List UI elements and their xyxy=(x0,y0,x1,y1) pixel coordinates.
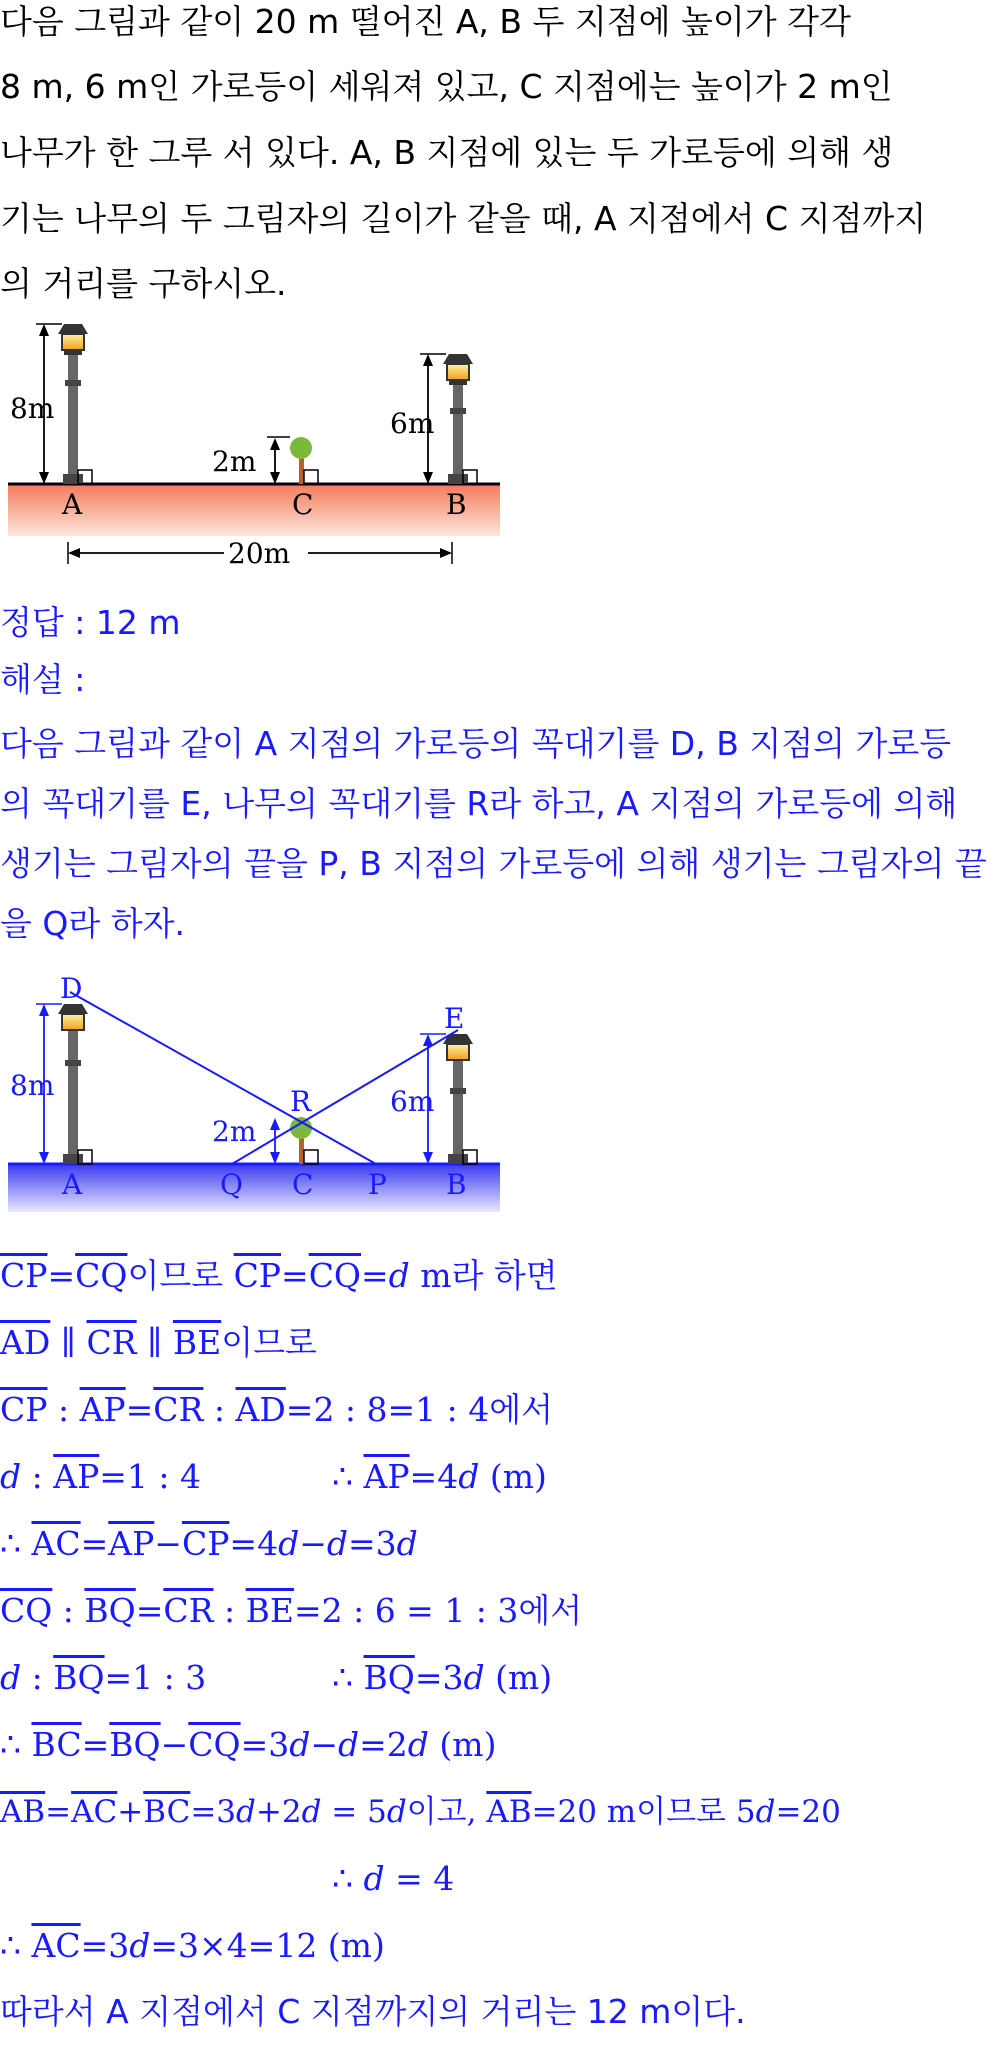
conclusion: 따라서 A 지점에서 C 지점까지의 거리는 12 m이다. xyxy=(0,1992,746,2031)
solution-step-11: ∴ $\overline{AC}=3d=3\times 4=12$ (m) xyxy=(0,1926,385,1965)
lamp-post-b xyxy=(443,1034,473,1164)
solution-step-10: ∴ d = 4 xyxy=(332,1859,455,1898)
explanation-line: 다음 그림과 같이 A 지점의 가로등의 꼭대기를 D, B 지점의 가로등 xyxy=(0,724,952,763)
label-e: E xyxy=(444,1002,465,1035)
solution-step-1: $\overline{CP}=\overline{CQ}$이므로 $\overline{CP}=\overline{CQ}=d$ m라 하면 xyxy=(0,1256,558,1295)
label-2m: 2m xyxy=(212,1115,257,1148)
problem-line: 8 m, 6 m인 가로등이 세워져 있고, C 지점에는 높이가 2 m인 xyxy=(0,67,893,106)
lamp-post-a xyxy=(58,1004,88,1164)
solution-step-3: $\overline{CP}$ : $\overline{AP}=\overline{CR}$ : $\overline{AD}=2$ : 8=1 : 4에서 xyxy=(0,1390,554,1429)
explanation-line: 의 꼭대기를 E, 나무의 꼭대기를 R라 하고, A 지점의 가로등에 의해 xyxy=(0,784,958,823)
solution-step-6: $\overline{CQ}$ : $\overline{BQ}=\overline{CR}$ : $\overline{BE}=2$ : 6 = 1 : 3에서 xyxy=(0,1591,583,1630)
figure-1 xyxy=(0,320,510,580)
label-c: C xyxy=(292,1168,314,1201)
label-b: B xyxy=(446,488,467,521)
label-8m: 8m xyxy=(10,392,55,425)
explanation-line: 을 Q라 하자. xyxy=(0,904,185,943)
solution-step-8: ∴ $\overline{BC}=\overline{BQ}-\overline{CQ}=3d-d=2d$ (m) xyxy=(0,1725,497,1764)
solution-step-9: $\overline{AB}=\overline{AC}+\overline{BC}=3d+2d = 5d$이고, $\overline{AB}=20$ m이므로 5d=20 xyxy=(0,1794,841,1830)
problem-line: 기는 나무의 두 그림자의 길이가 같을 때, A 지점에서 C 지점까지 xyxy=(0,199,927,238)
tree xyxy=(290,437,312,484)
answer-label: 정답 : 12 m xyxy=(0,603,181,642)
label-r: R xyxy=(290,1085,312,1118)
label-20m: 20m xyxy=(228,537,291,570)
label-q: Q xyxy=(220,1168,243,1201)
lamp-post-b xyxy=(443,354,473,484)
label-a: A xyxy=(62,488,83,521)
label-6m: 6m xyxy=(390,407,435,440)
problem-line: 다음 그림과 같이 20 m 떨어진 A, B 두 지점에 높이가 각각 xyxy=(0,2,851,41)
label-b: B xyxy=(446,1168,467,1201)
figure-2 xyxy=(0,972,510,1222)
problem-line: 의 거리를 구하시오. xyxy=(0,264,287,303)
problem-line: 나무가 한 그루 서 있다. A, B 지점에 있는 두 가로등에 의해 생 xyxy=(0,133,894,172)
lamp-post-a xyxy=(58,324,88,484)
solution-step-5: ∴ $\overline{AC}=\overline{AP}-\overline{CP}=4d-d=3d$ xyxy=(0,1524,418,1563)
label-a: A xyxy=(62,1168,83,1201)
label-d: D xyxy=(60,972,83,1005)
solution-step-4: d : $\overline{AP}=1$ : 4 ∴ $\overline{AP}=4d$ (m) xyxy=(0,1457,547,1496)
solution-step-2: $\overline{AD}$ ∥ $\overline{CR}$ ∥ $\overline{BE}$이므로 xyxy=(0,1323,317,1362)
label-p: P xyxy=(368,1168,387,1201)
solution-step-7: d : $\overline{BQ}=1$ : 3 ∴ $\overline{BQ}=3d$ (m) xyxy=(0,1658,553,1697)
explanation-line: 생기는 그림자의 끝을 P, B 지점의 가로등에 의해 생기는 그림자의 끝 xyxy=(0,844,987,883)
label-2m: 2m xyxy=(212,445,257,478)
label-c: C xyxy=(292,488,314,521)
label-6m: 6m xyxy=(390,1085,435,1118)
explanation-label: 해설 : xyxy=(0,660,86,699)
label-8m: 8m xyxy=(10,1069,55,1102)
